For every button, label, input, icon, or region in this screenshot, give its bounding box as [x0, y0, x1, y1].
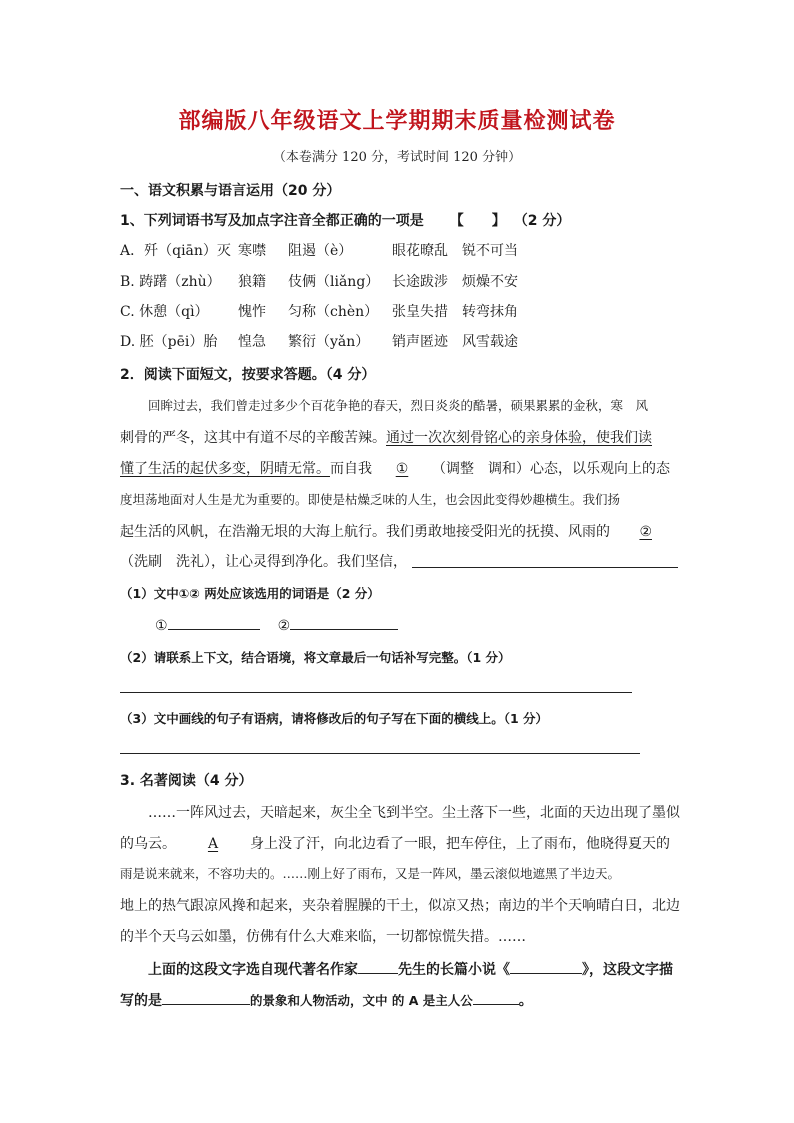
passage-line-1: 回眸过去，我们曾走过多少个百花争艳的春天，烈日炎炎的酷暑，硕果累累的金秋，寒 风 — [148, 398, 649, 413]
question-3-prompt-line-1: 上面的这段文字选自现代著名作家 先生的长篇小说《 》，这段文字描 — [148, 959, 673, 979]
excerpt-line-5: 的半个天乌云如墨，仿佛有什么大难来临，一切都惊慌失措。…… — [120, 929, 526, 945]
subquestion-2: （2）请联系上下文，结合语境，将文章最后一句话补写完整。（1 分） — [120, 650, 511, 665]
subquestion-1-answers: ① ② — [155, 615, 398, 634]
blank-a: A — [207, 836, 219, 852]
exam-subtitle: （本卷满分 120 分，考试时间 120 分钟） — [272, 150, 522, 165]
question-2-stem: 2．阅读下面短文，按要求答题。（4 分） — [120, 367, 376, 383]
answer-line-final-sentence[interactable] — [412, 567, 678, 568]
protagonist-blank[interactable] — [473, 990, 519, 1005]
passage-line-2: 刺骨的严冬，这其中有道不尽的辛酸苦辣。通过一次次刻骨铭心的亲身体验，使我们读 — [120, 430, 652, 446]
blank-2[interactable]: ② — [639, 524, 652, 540]
underlined-sentence-part-2: 懂了生活的起伏多变，阴晴无常。 — [120, 461, 330, 477]
answer-blank-1[interactable] — [168, 615, 260, 630]
passage-line-4: 度坦荡地面对人生是尤为重要的。即使是枯燥乏味的人生，也会因此变得妙趣横生。我们扬 — [120, 492, 621, 507]
passage-line-6: （洗刷 洗礼），让心灵得到净化。我们坚信， — [120, 554, 407, 570]
answer-line-3[interactable] — [120, 753, 640, 754]
blank-1[interactable]: ① — [395, 461, 409, 477]
answer-blank-2[interactable] — [290, 615, 398, 630]
underlined-sentence-part-1: 通过一次次刻骨铭心的亲身体验，使我们读 — [386, 430, 652, 446]
answer-bracket: 【 】 — [449, 213, 506, 229]
passage-line-5: 起生活的风帆，在浩瀚无垠的大海上航行。我们勇敢地接受阳光的抚摸、风雨的 ② — [120, 524, 652, 540]
passage-line-3: 懂了生活的起伏多变，阴晴无常。而自我 ① （调整 调和）心态，以乐观向上的态 — [120, 461, 670, 477]
excerpt-line-4: 地上的热气跟凉风搀和起来，夹杂着腥臊的干土，似凉又热；南边的半个天响晴白日，北边 — [120, 898, 680, 914]
excerpt-line-3: 雨是说来就来，不容功夫的。……刚上好了雨布，又是一阵风，墨云滚似地遮黑了半边天。 — [120, 866, 621, 881]
excerpt-line-1: ……一阵风过去，天暗起来，灰尘全飞到半空。尘土落下一些，北面的天边出现了墨似 — [148, 805, 680, 821]
exam-page: 部编版八年级语文上学期期末质量检测试卷 （本卷满分 120 分，考试时间 120 分钟） 一、语文积累与语言运用（20 分） 1、下列词语书写及加点字注音全都正确的一项是 【 】 （2 分） A．歼（qiān）灭 寒噤 阻遏（è） 眼花暸乱 锐不可当 B. 踌躇（zhù） 狼籍 伎俩（liǎng） 长途跋涉 烦燥不安 C. 休憩（qì） 愧怍 匀称（chèn） 张皇失措 转弯抹角 D. 胚（pēi）胎 惶急 繁衍（yǎn） 销声匿迹 风雪载途 2．阅读下面短文，按要求答题。（4 分） 回眸过去，我们曾走过多少个百花争艳的春天，烈日炎炎的酷暑，硕果累累的金秋，寒 风 刺骨的严冬，这其中有道不尽的辛酸苦辣。通过一次次刻骨铭心的亲身体验，使我们读 懂了生活的起伏多变，阴晴无常。而自我 ① （调整 调和）心态，以乐观向上的态 度坦荡地面对人生是尤为重要的。即使是枯燥乏味的人生，也会因此变得妙趣横生。我们扬 起生活的风帆，在浩瀚无垠的大海上航行。我们勇敢地接受阳光的抚摸、风雨的 ② （洗刷 洗礼），让心灵得到净化。我们坚信， （1）文中①② 两处应该选用的词语是（2 分） ① ② （2）请联系上下文，结合语境，将文章最后一句话补写完整。（1 分） （3）文中画线的句子有语病，请将修改后的句子写在下面的横线上。（1 分） 3. 名著阅读（4 分） ……一阵风过去，天暗起来，灰尘全飞到半空。尘土落下一些，北面的天边出现了墨似 的乌云。 A 身上没了汗，向北边看了一眼，把车停住，上了雨布，他晓得夏天的 雨是说来就来，不容功夫的。……刚上好了雨布，又是一阵风，墨云滚似地遮黑了半边天。 地上的热气跟凉风搀和起来，夹杂着腥臊的干土，似凉又热；南边的半个天响晴白日，北边 的半个天乌云如墨，仿佛有什么大难来临，一切都惊慌失措。…… 上面的这段文字选自现代著名作家 先生的长篇小说《 》，这段文字描 写的是 的景象和人物活动，文中 的 A 是主人公 。 — [0, 0, 794, 1123]
scene-blank[interactable] — [162, 990, 250, 1005]
question-1-stem: 1、下列词语书写及加点字注音全都正确的一项是 【 】 （2 分） — [120, 213, 571, 229]
subquestion-3: （3）文中画线的句子有语病，请将修改后的句子写在下面的横线上。（1 分） — [120, 711, 548, 726]
section-heading: 一、语文积累与语言运用（20 分） — [120, 183, 341, 199]
exam-title: 部编版八年级语文上学期期末质量检测试卷 — [178, 109, 616, 134]
novel-title-blank[interactable] — [510, 959, 582, 974]
question-3-stem: 3. 名著阅读（4 分） — [120, 773, 253, 789]
question-3-prompt-line-2: 写的是 的景象和人物活动，文中 的 A 是主人公 。 — [120, 990, 533, 1010]
author-blank[interactable] — [358, 959, 398, 974]
subquestion-1: （1）文中①② 两处应该选用的词语是（2 分） — [120, 586, 380, 601]
answer-line-2[interactable] — [120, 692, 632, 693]
excerpt-line-2: 的乌云。 A 身上没了汗，向北边看了一眼，把车停住，上了雨布，他晓得夏天的 — [120, 836, 670, 852]
